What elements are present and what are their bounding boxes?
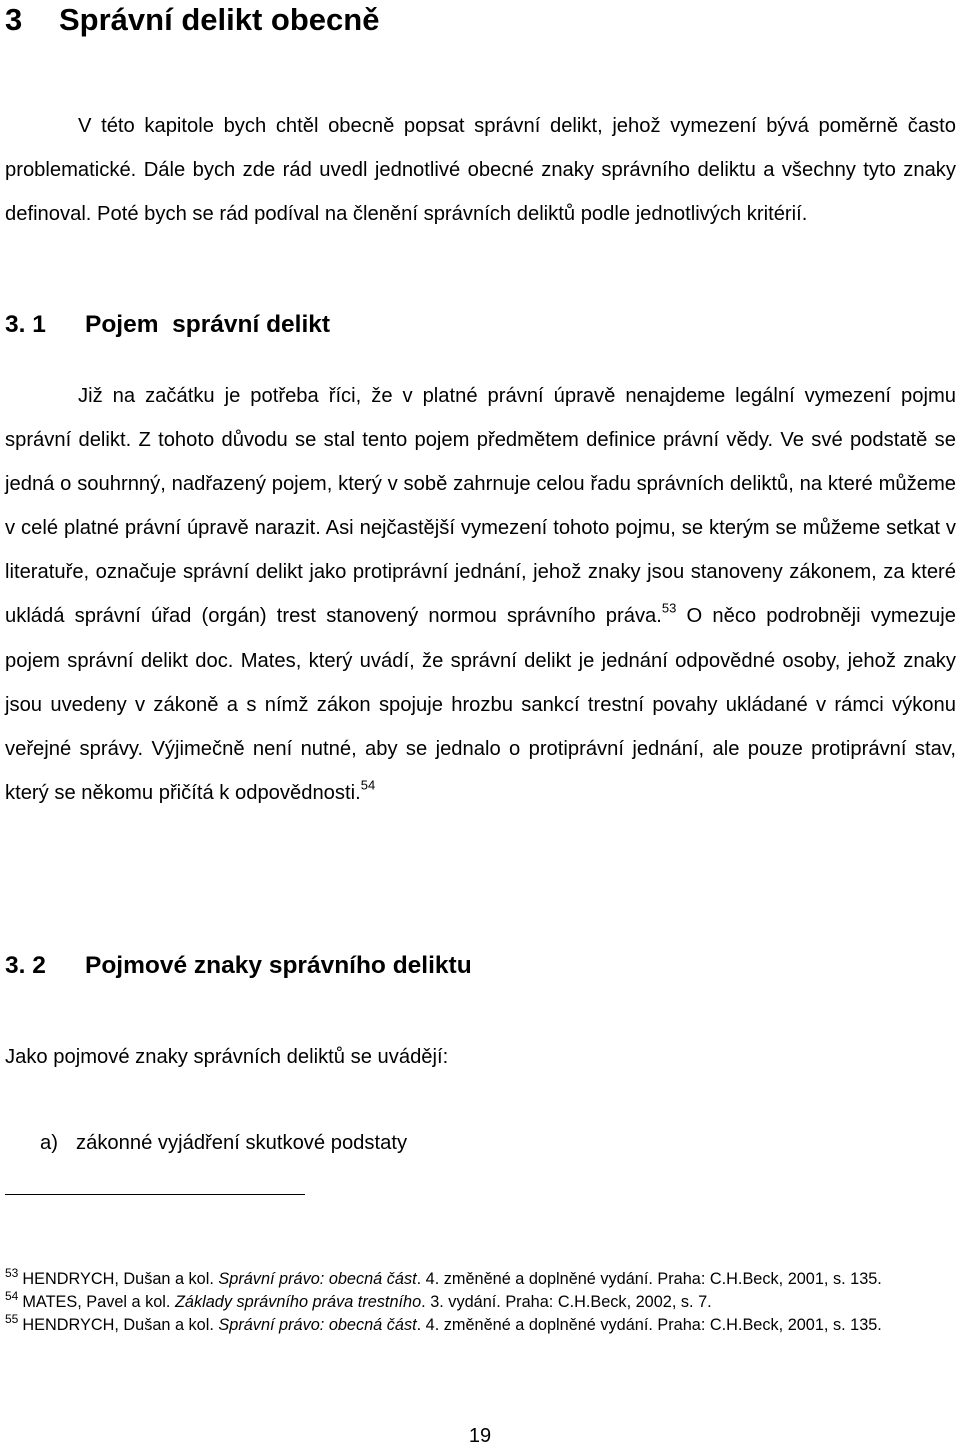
footnote-54: [5, 1288, 956, 1314]
chapter-number: 3: [5, 2, 23, 37]
footnote-ref-53[interactable]: 53: [661, 600, 677, 616]
chapter-heading: [5, 0, 705, 40]
section-2-number: 3. 2: [5, 952, 46, 979]
footnote-author: HENDRYCH, Dušan a kol.: [22, 1316, 219, 1334]
footnote-53: [5, 1265, 956, 1291]
list-item: [40, 1126, 407, 1160]
chapter-title: Správní delikt obecně: [59, 2, 380, 37]
footnote-55: [5, 1311, 956, 1337]
section-1-text-part1: Již na začátku je potřeba říci, že v platné právní úpravě nenajdeme legální vymezení pojmu správní delikt. Z tohoto důvodu se stal tento pojem předmětem definice právní vědy. Ve své podstatě se jedná o souhrnný, nadřazený pojem, který v sobě zahrnuje celou řadu správních deliktů, na které můžeme v celé platné právní úpravě narazit. Asi nejčastější vymezení tohoto pojmu, se kterým se můžeme setkat v literatuře, označuje správní delikt jako protiprávní jednání, jehož znaky jsou stanoveny zákonem, za které ukládá správní úřad (orgán) trest stanovený normou správního práva.: [5, 385, 956, 628]
footnote-mark: 55: [5, 1311, 19, 1326]
section-2-title: Pojmové znaky správního deliktu: [85, 952, 472, 979]
footnote-details: . 3. vydání. Praha: C.H.Beck, 2002, s. 7.: [421, 1293, 712, 1311]
list-item-marker: a): [40, 1132, 58, 1154]
footnote-author: MATES, Pavel a kol.: [22, 1293, 175, 1311]
footnote-ref-54[interactable]: 54: [360, 777, 376, 793]
page-number: 19: [468, 1425, 492, 1447]
section-1-paragraph: [5, 374, 956, 815]
list-item-text: zákonné vyjádření skutkové podstaty: [76, 1132, 408, 1154]
section-1-text-part2: O něco podrobněji vymezuje pojem správní delikt doc. Mates, který uvádí, že správní delikt je jednání odpovědné osoby, jehož znaky jsou uvedeny v zákoně a s nímž zákon spojuje hrozbu sankcí trestní povahy ukládané v rámci výkonu veřejné správy. Výjimečně není nutné, aby se jednalo o protiprávní jednání, ale pouze protiprávní stav, který se někomu přičítá k odpovědnosti.: [5, 605, 956, 804]
section-2-lead: Jako pojmové znaky správních deliktů se uvádějí:: [5, 1046, 449, 1068]
footnote-title: Základy správního práva trestního: [174, 1293, 422, 1311]
footnote-mark: 54: [5, 1288, 19, 1303]
chapter-intro-paragraph: V této kapitole bych chtěl obecně popsat správní delikt, jehož vymezení bývá poměrně často problematické. Dále bych zde rád uvedl jednotlivé obecné znaky správního deliktu a všechny tyto znaky definoval. Poté bych se rád podíval na členění správních deliktů podle jednotlivých kritérií.: [5, 115, 956, 226]
footnote-title: Správní právo: obecná část: [218, 1270, 417, 1288]
footnote-details: . 4. změněné a doplněné vydání. Praha: C.H.Beck, 2001, s. 135.: [416, 1316, 882, 1334]
section-1-heading: [5, 309, 330, 341]
footnote-author: HENDRYCH, Dušan a kol.: [22, 1270, 219, 1288]
section-1-title: Pojem správní delikt: [85, 311, 331, 338]
section-1-number: 3. 1: [5, 311, 46, 338]
section-2-heading: [5, 950, 472, 982]
footnotes: [5, 1265, 956, 1337]
footnote-title: Správní právo: obecná část: [218, 1316, 417, 1334]
footnote-mark: 53: [5, 1265, 19, 1280]
footnote-separator: [5, 1194, 305, 1195]
footnote-details: . 4. změněné a doplněné vydání. Praha: C.H.Beck, 2001, s. 135.: [416, 1270, 882, 1288]
